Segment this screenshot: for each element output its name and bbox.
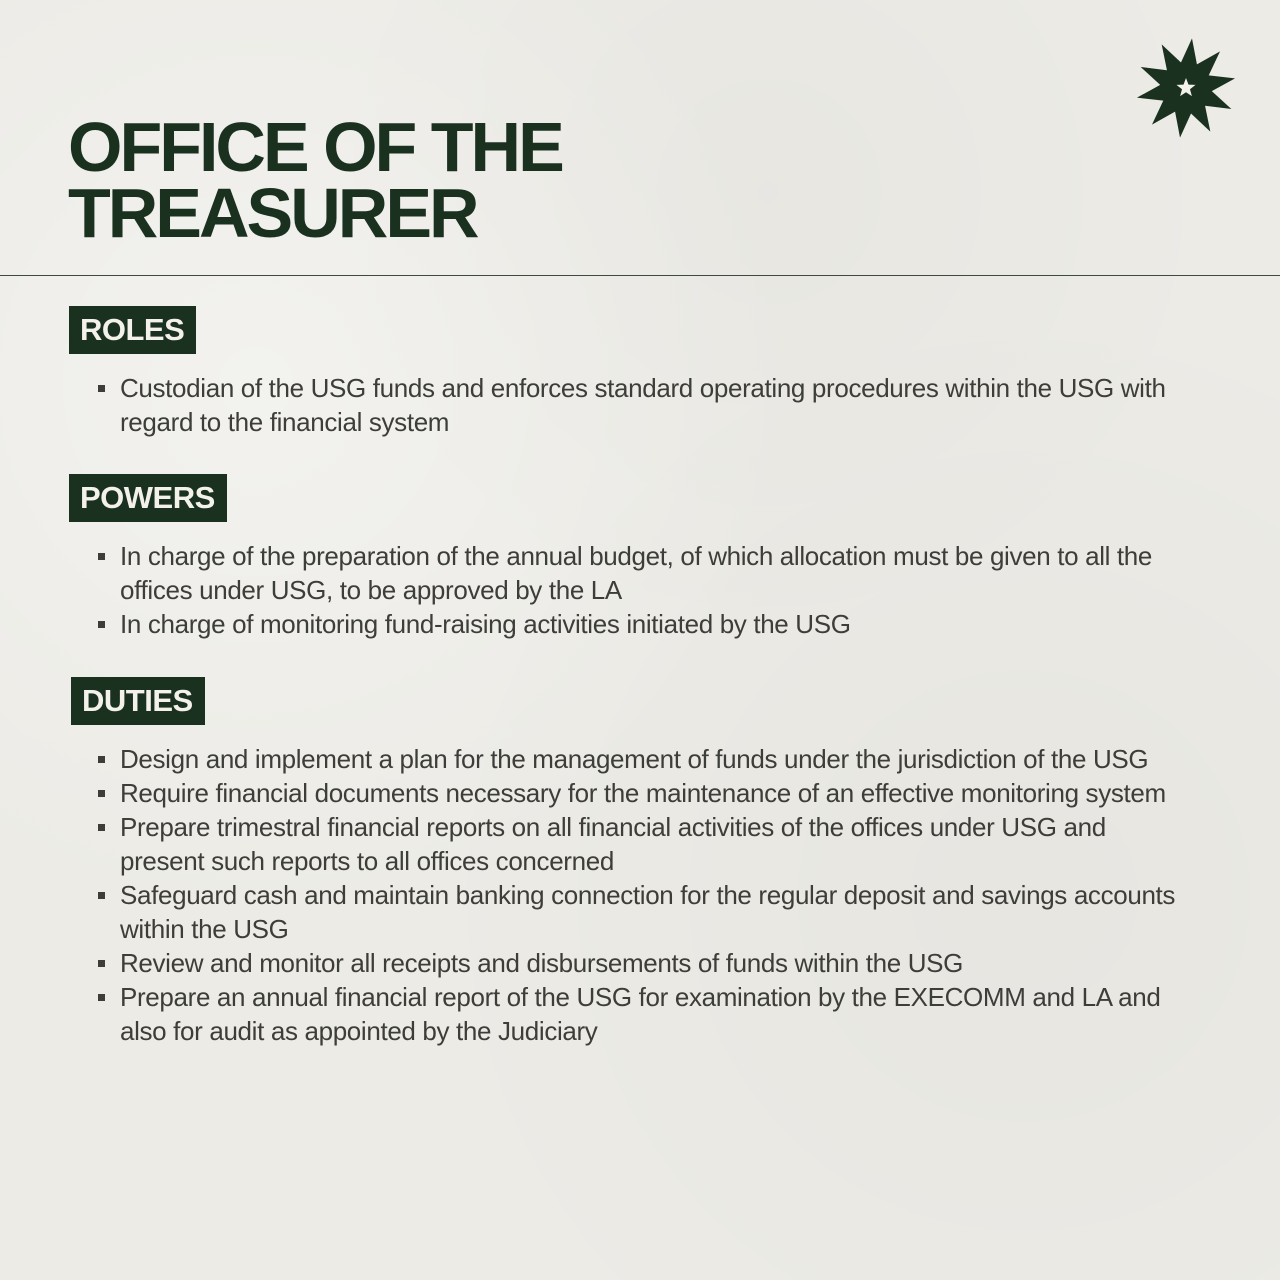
list-item: In charge of monitoring fund-raising activities initiated by the USG	[120, 607, 1180, 641]
duties-heading: DUTIES	[71, 677, 205, 725]
list-item: Custodian of the USG funds and enforces standard operating procedures within the USG with regard to the financial system	[120, 371, 1180, 439]
page-title-line-1: OFFICE OF THE	[68, 108, 562, 186]
powers-list	[120, 539, 1180, 641]
roles-list	[120, 371, 1180, 439]
list-item: Review and monitor all receipts and disbursements of funds within the USG	[120, 946, 1180, 980]
header-divider	[0, 275, 1280, 276]
list-item: Design and implement a plan for the management of funds under the jurisdiction of the USG	[120, 742, 1180, 776]
star-burst-icon	[1134, 38, 1238, 138]
duties-list	[120, 742, 1180, 1048]
powers-heading: POWERS	[69, 474, 227, 522]
list-item: Require financial documents necessary for the maintenance of an effective monitoring system	[120, 776, 1180, 810]
roles-heading: ROLES	[69, 306, 196, 354]
page-title	[68, 108, 768, 252]
list-item: Prepare trimestral financial reports on all financial activities of the offices under USG and present such reports to all offices concerned	[120, 810, 1180, 878]
list-item: Prepare an annual financial report of the USG for examination by the EXECOMM and LA and also for audit as appointed by the Judiciary	[120, 980, 1180, 1048]
page-title-line-2: TREASURER	[68, 174, 477, 252]
list-item: Safeguard cash and maintain banking connection for the regular deposit and savings accounts within the USG	[120, 878, 1180, 946]
list-item: In charge of the preparation of the annual budget, of which allocation must be given to all the offices under USG, to be approved by the LA	[120, 539, 1180, 607]
